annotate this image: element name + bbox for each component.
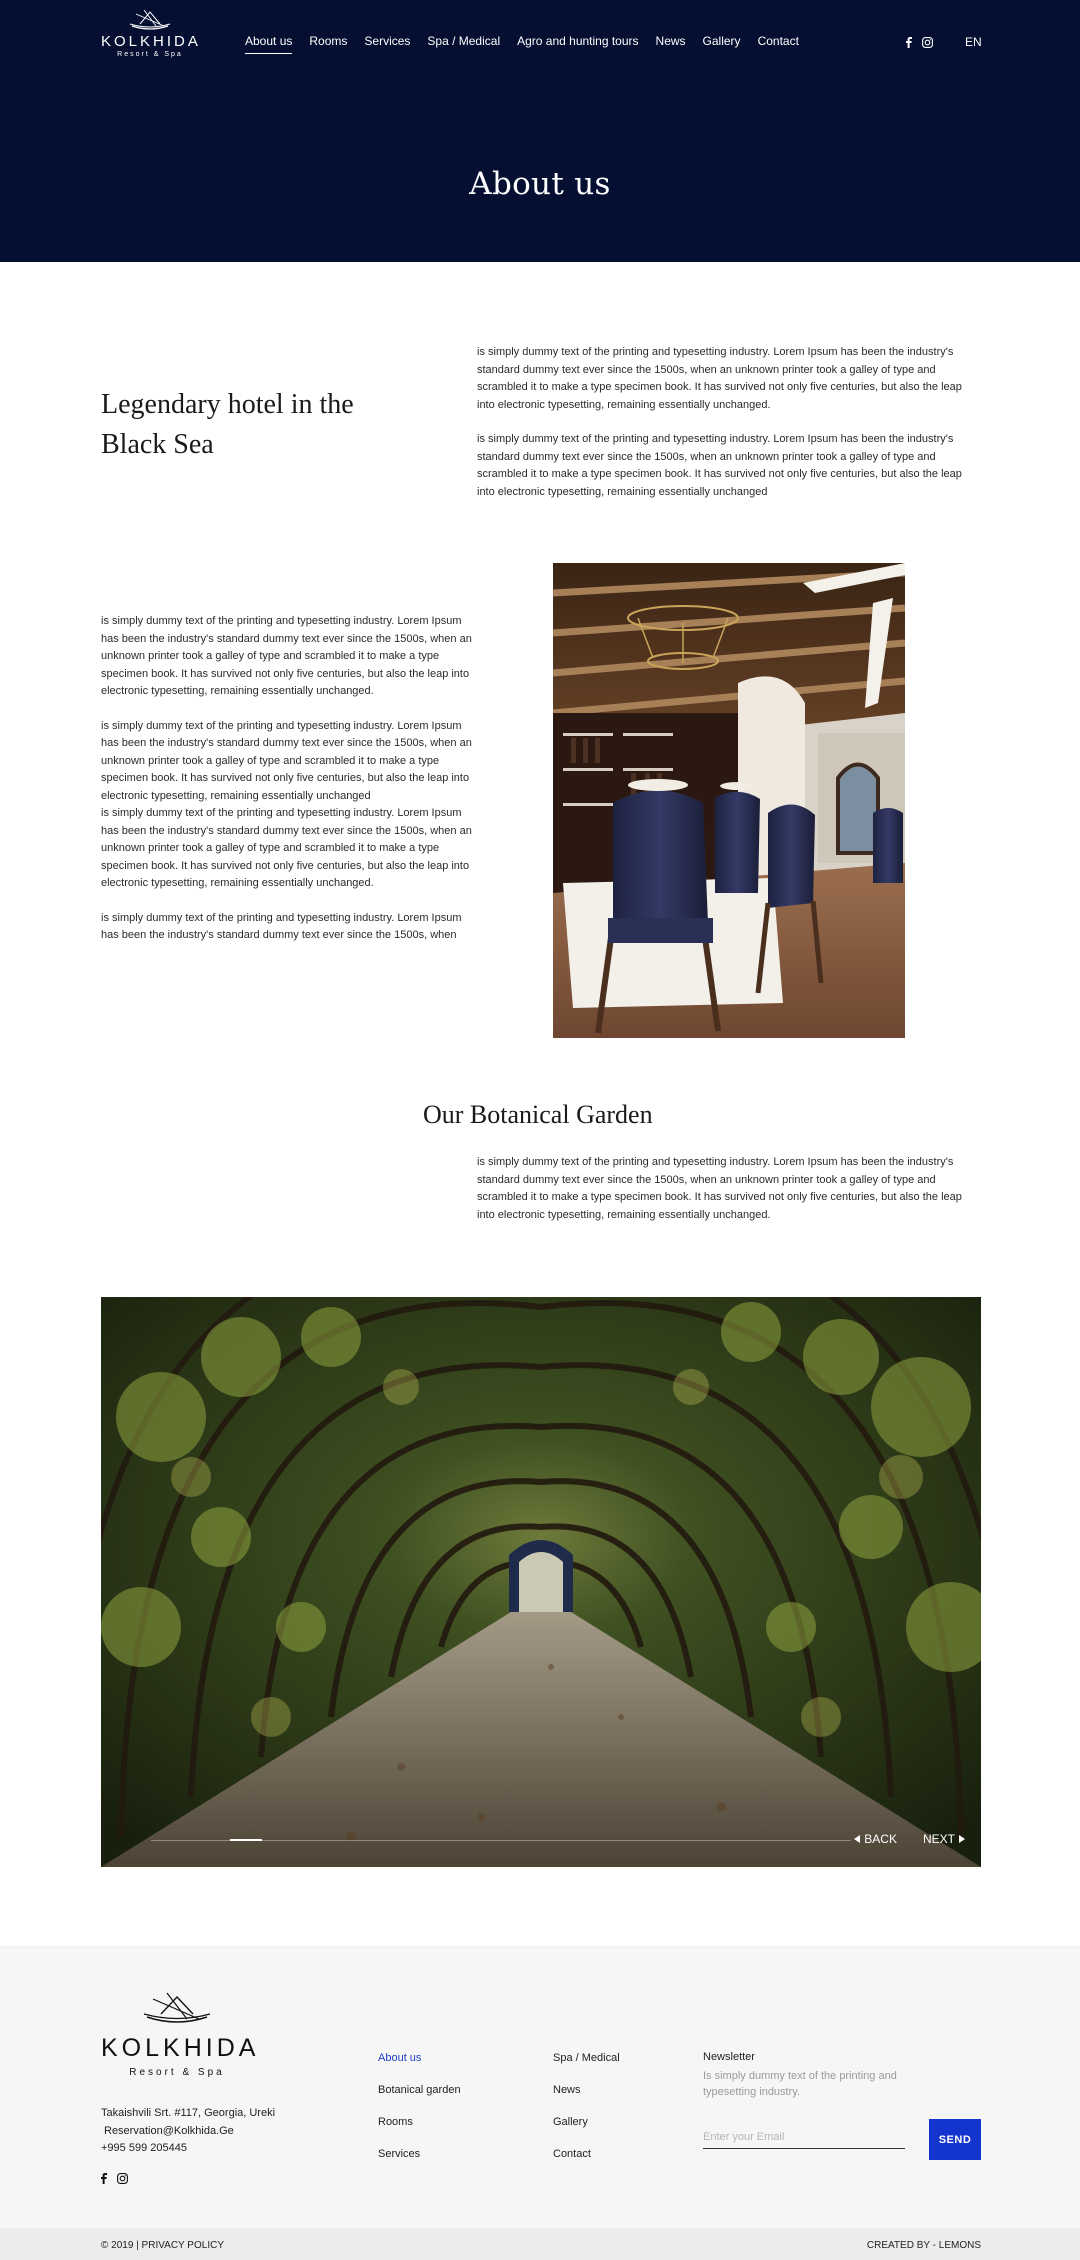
slider-back-button[interactable] (854, 1832, 897, 1846)
footer-link-gallery[interactable]: Gallery (553, 2116, 588, 2128)
boat-logo-icon (139, 1989, 215, 2027)
footer-link-rooms[interactable]: Rooms (378, 2116, 413, 2128)
footer-logo[interactable] (101, 1989, 260, 2078)
nav-gallery[interactable]: Gallery (702, 34, 741, 48)
restaurant-image (553, 563, 905, 1038)
paragraph: is simply dummy text of the printing and typesetting industry. Lorem Ipsum has been the industry's standard dummy text ever since the 1500s, when an unknown printer took a galley of type and scrambled it to make a type specimen book. It has survived not only five centuries, but also the leap into electronic typesetting, remaining essentially unchanged (477, 433, 962, 498)
paragraph: is simply dummy text of the printing and typesetting industry. Lorem Ipsum has been the industry's standard dummy text ever since the 1500s, when an unknown printer took a galley of type and scrambled it to make a type specimen book. It has survived not only five centuries, but also the leap into electronic typesetting, remaining essentially unchanged. (101, 615, 472, 697)
footer-link-contact[interactable]: Contact (553, 2148, 591, 2160)
brand-logo[interactable] (101, 6, 199, 64)
footer-link-spa-medical[interactable]: Spa / Medical (553, 2052, 620, 2064)
nav-agro-hunting-tours[interactable]: Agro and hunting tours (517, 34, 639, 48)
restaurant-text (101, 613, 473, 945)
legendary-hotel-text (477, 344, 982, 501)
facebook-icon[interactable] (906, 35, 912, 53)
footer-logo-name: KOLKHIDA (101, 2034, 260, 2062)
newsletter (703, 2051, 983, 2146)
garden-slide-image (101, 1297, 981, 1867)
next-label: NEXT (922, 1832, 955, 1846)
nav-contact[interactable]: Contact (757, 34, 799, 48)
paragraph: is simply dummy text of the printing and typesetting industry. Lorem Ipsum has been the industry's standard dummy text ever since the 1500s, when an unknown printer took a galley of type and scrambled it to make a type specimen book. It has survived not only five centuries, but also the leap into electronic typesetting, remaining essentially unchanged. (101, 807, 472, 889)
triangle-right-icon (959, 1835, 965, 1843)
boat-logo-icon (126, 6, 174, 32)
bottom-bar (0, 2228, 1080, 2260)
slider-next-button[interactable] (923, 1832, 965, 1846)
footer-logo-subtitle: Resort & Spa (129, 2067, 225, 2078)
garden-slider[interactable] (101, 1297, 981, 1867)
facebook-icon[interactable] (101, 2171, 107, 2189)
back-label: BACK (864, 1832, 897, 1846)
language-switcher[interactable]: EN (965, 35, 982, 49)
nav-about-us[interactable]: About us (245, 34, 292, 54)
paragraph: is simply dummy text of the printing and typesetting industry. Lorem Ipsum has been the industry's standard dummy text ever since the 1500s, when an unknown printer took a galley of type and scrambled it to make a type specimen book. It has survived not only five centuries, but also the leap into electronic typesetting, remaining essentially unchanged. (477, 346, 962, 411)
hero-header (0, 0, 1080, 262)
nav-rooms[interactable]: Rooms (309, 34, 348, 48)
nav-services[interactable]: Services (364, 34, 411, 48)
header-social (906, 35, 933, 53)
slider-progress-indicator (230, 1839, 262, 1841)
newsletter-send-button[interactable]: SEND (929, 2119, 981, 2160)
address: Takaishvili Srt. #117, Georgia, Ureki (101, 2107, 276, 2119)
created-by: CREATED BY - LEMONS (866, 2240, 981, 2251)
instagram-icon[interactable] (117, 2171, 128, 2189)
phone-link[interactable]: +995 599 205445 (101, 2142, 187, 2154)
footer-link-services[interactable]: Services (378, 2148, 421, 2160)
footer (0, 1946, 1080, 2228)
footer-link-botanical-garden[interactable]: Botanical garden (378, 2084, 461, 2096)
email-link[interactable]: Reservation@Kolkhida.Ge (104, 2124, 234, 2137)
newsletter-title: Newsletter (703, 2051, 755, 2063)
copyright-privacy-policy[interactable]: © 2019 | PRIVACY POLICY (101, 2240, 224, 2251)
footer-links-col-1 (378, 2051, 461, 2179)
main-nav (245, 34, 816, 54)
legendary-hotel-heading: Legendary hotel in the Black Sea (101, 389, 354, 460)
slider-controls (854, 1832, 965, 1846)
nav-spa-medical[interactable]: Spa / Medical (427, 34, 501, 48)
page-title: About us (469, 166, 611, 202)
paragraph: is simply dummy text of the printing and typesetting industry. Lorem Ipsum has been the industry's standard dummy text ever since the 1500s, when an unknown printer took a galley of type and scrambled it to make a type specimen book. It has survived not only five centuries, but also the leap into electronic typesetting, remaining essentially unchanged (101, 719, 472, 802)
paragraph: is simply dummy text of the printing and typesetting industry. Lorem Ipsum has been the industry's standard dummy text ever since the 1500s, when (101, 911, 462, 941)
footer-link-news[interactable]: News (553, 2084, 581, 2096)
footer-link-about-us[interactable]: About us (378, 2052, 422, 2064)
botanical-garden-heading: Our Botanical Garden (423, 1100, 653, 1129)
newsletter-email-input[interactable] (703, 2129, 905, 2149)
logo-subtitle: Resort & Spa (117, 51, 183, 58)
footer-contact (101, 2105, 275, 2158)
nav-news[interactable]: News (655, 34, 686, 48)
instagram-icon[interactable] (922, 35, 933, 53)
botanical-garden-text: is simply dummy text of the printing and typesetting industry. Lorem Ipsum has been the industry's standard dummy text ever since the 1500s, when an unknown printer took a galley of type and scrambled it to make a type specimen book. It has survived not only five centuries, but also the leap into electronic typesetting, remaining essentially unchanged. (477, 1156, 962, 1221)
footer-social (101, 2171, 128, 2189)
newsletter-description: Is simply dummy text of the printing and typesetting industry. (703, 2070, 897, 2098)
triangle-left-icon (854, 1835, 860, 1843)
footer-links-col-2 (553, 2051, 620, 2179)
logo-name: KOLKHIDA (101, 33, 201, 50)
